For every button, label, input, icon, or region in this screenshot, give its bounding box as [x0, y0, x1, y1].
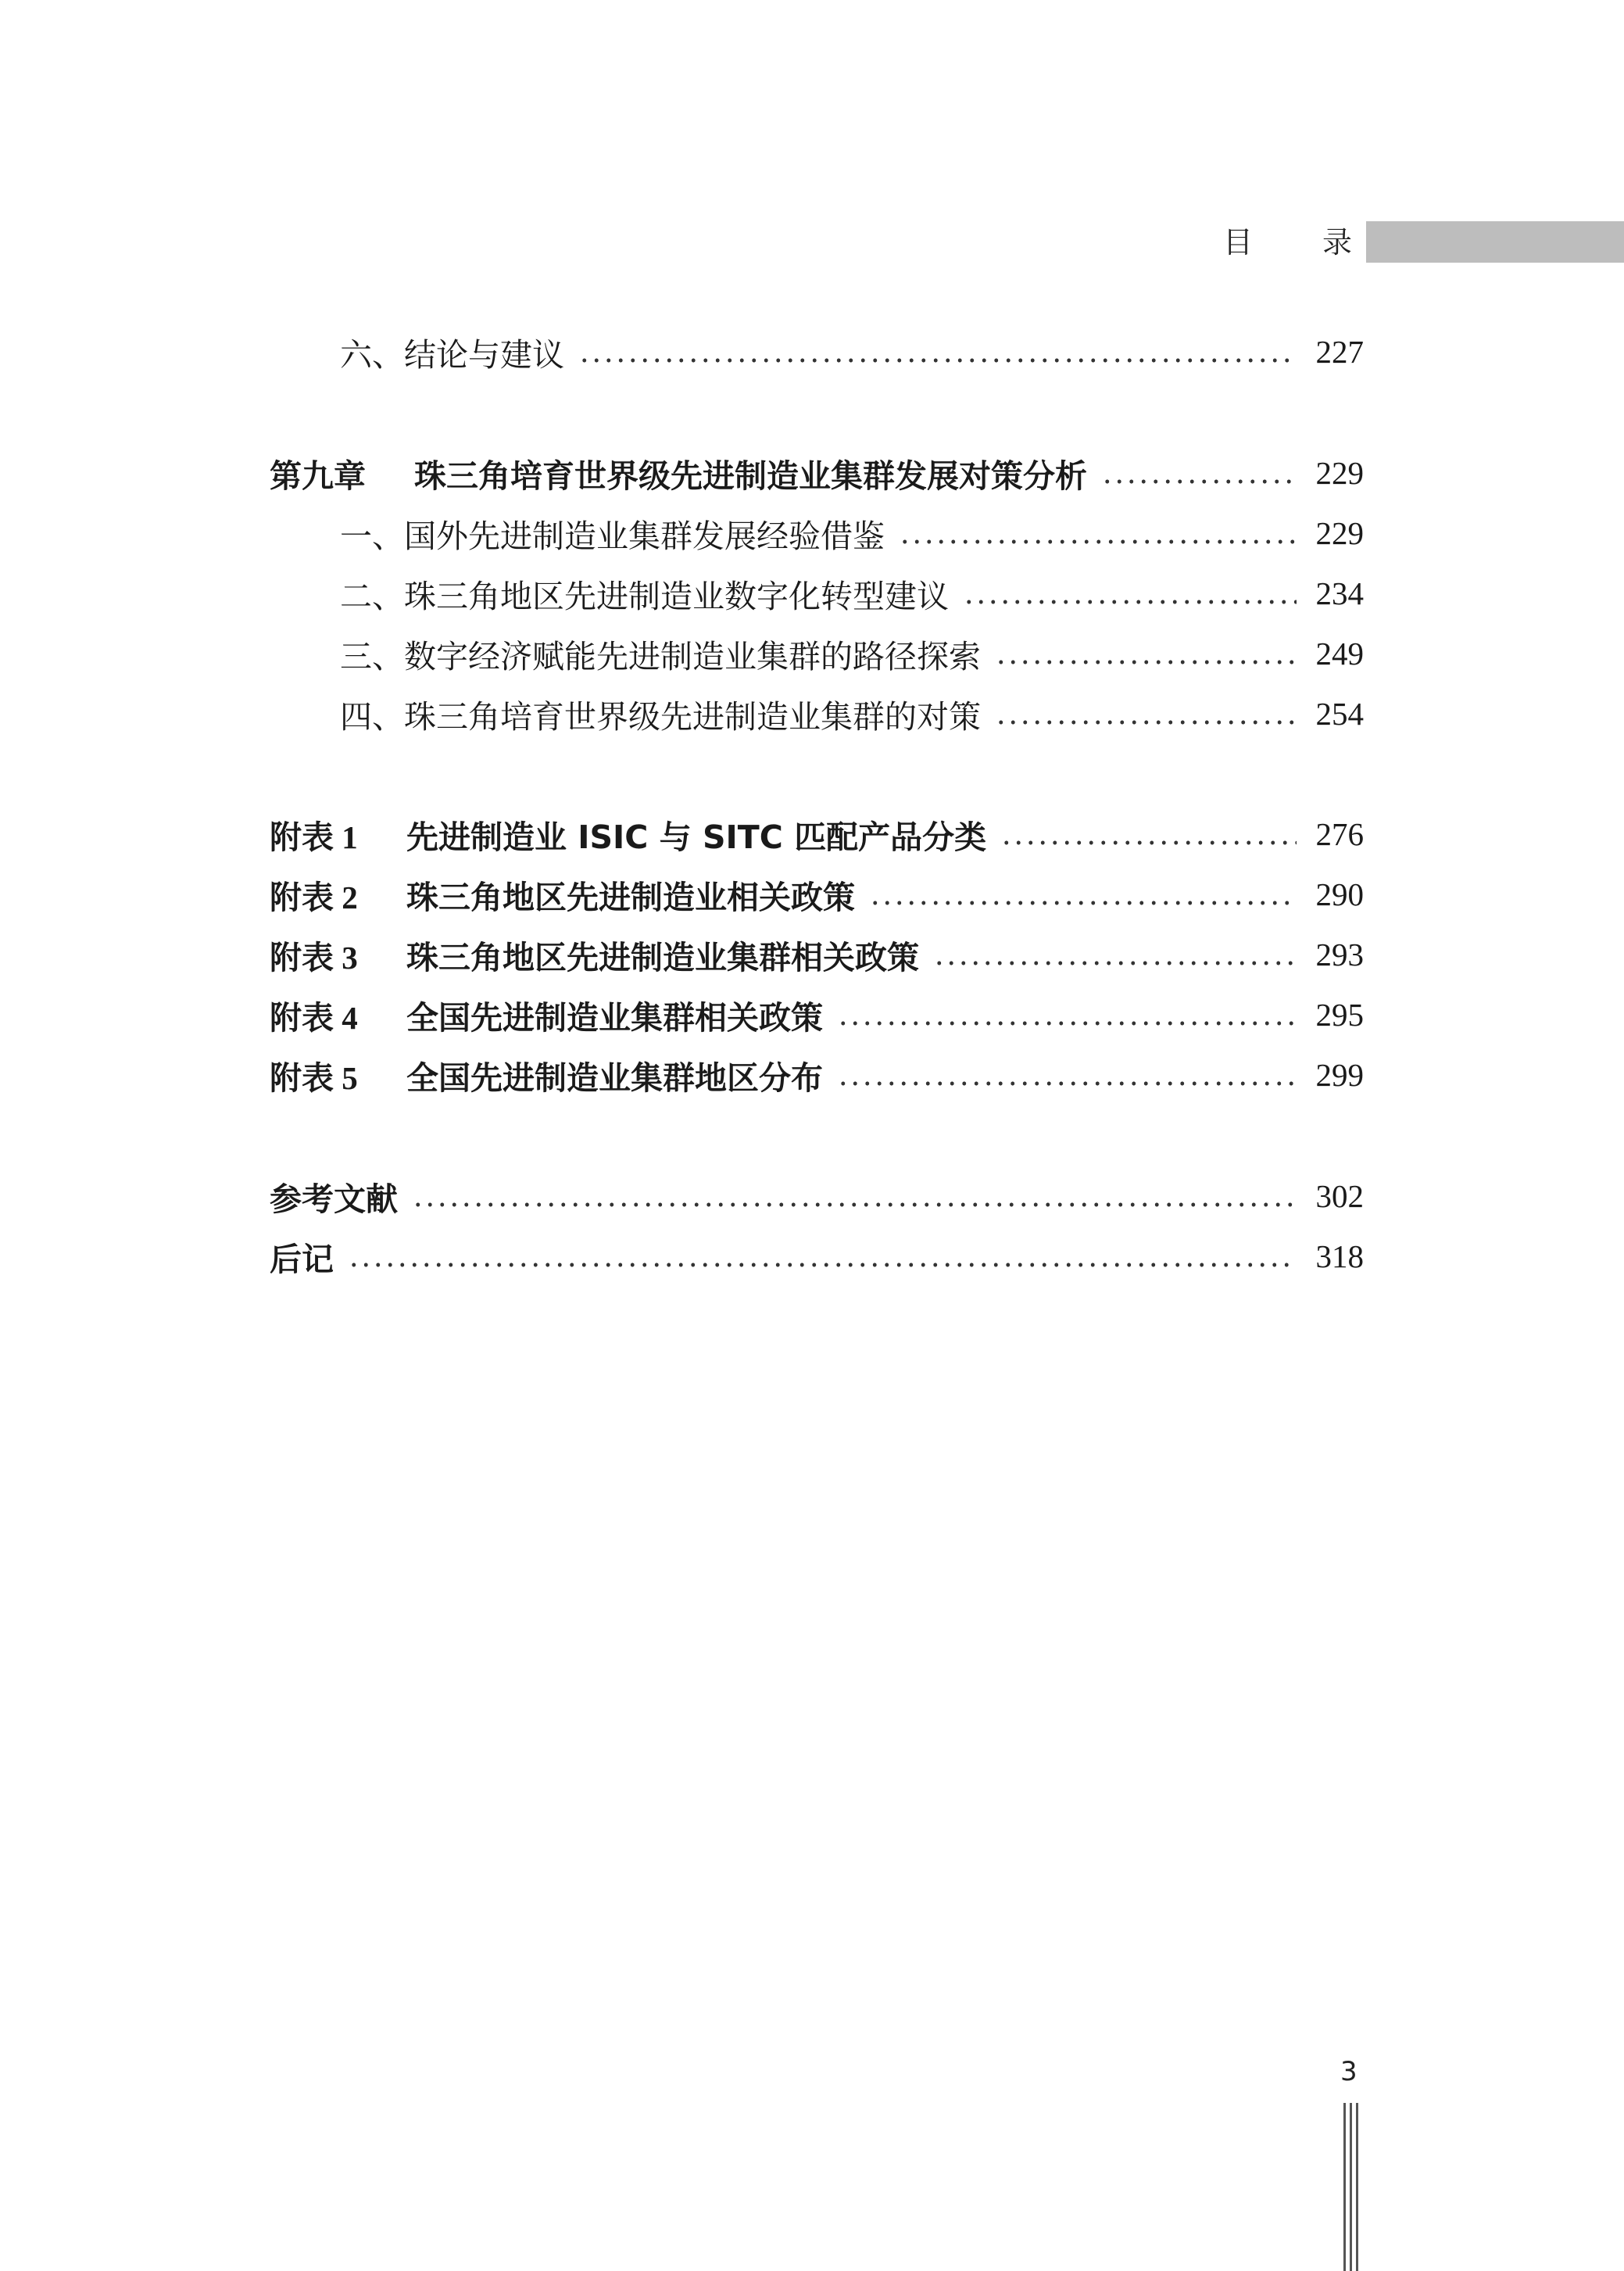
margin-rule-1 [1343, 2103, 1346, 2271]
toc-entry-sub[interactable] [270, 630, 1364, 677]
toc-entry-back[interactable] [270, 1233, 1364, 1280]
header-char-left: 目 [1223, 225, 1254, 260]
toc-entry-label: 参考文献 [270, 1180, 398, 1218]
toc-entry-page: 318 [1315, 1238, 1364, 1274]
running-header-title [1223, 219, 1352, 266]
dot-leader [837, 1080, 1297, 1087]
header-gray-bar [1366, 221, 1624, 263]
toc-entry-number: 附表 5 [270, 1059, 358, 1096]
toc-entry-appendix[interactable] [270, 1051, 1364, 1098]
toc-entry-label: 六、结论与建议 [340, 335, 564, 374]
toc-entry-appendix[interactable] [270, 811, 1364, 858]
toc-entry-label: 四、珠三角培育世界级先进制造业集群的对策 [340, 697, 981, 736]
toc-entry-title: 珠三角地区先进制造业相关政策 [406, 878, 855, 916]
toc-entry-page: 302 [1315, 1178, 1364, 1214]
toc-entry-label: 三、数字经济赋能先进制造业集群的路径探索 [340, 637, 981, 675]
dot-leader [412, 1201, 1297, 1209]
toc-entry-title: 全国先进制造业集群地区分布 [406, 1058, 823, 1097]
toc-entry-page: 249 [1315, 636, 1364, 672]
toc-entry-label [270, 932, 919, 978]
toc-entry-page: 299 [1315, 1057, 1364, 1093]
toc-entry-page: 234 [1315, 575, 1364, 611]
toc-entry-title: 先进制造业 ISIC 与 SITC 匹配产品分类 [406, 818, 987, 856]
dot-leader [578, 356, 1297, 364]
toc-entry-label [270, 811, 986, 858]
toc-entry-label [270, 1052, 823, 1098]
toc-entry-appendix[interactable] [270, 991, 1364, 1038]
toc-entry-number: 附表 4 [270, 999, 358, 1036]
margin-rule-2 [1350, 2103, 1352, 2271]
toc-entry-chapter[interactable] [270, 450, 1364, 496]
dot-leader [963, 598, 1297, 606]
toc-entry-back[interactable] [270, 1173, 1364, 1220]
toc-entry-page: 295 [1315, 997, 1364, 1033]
dot-leader [1101, 478, 1297, 485]
toc-entry-sub[interactable] [270, 328, 1364, 375]
toc-entry-label: 二、珠三角地区先进制造业数字化转型建议 [340, 577, 949, 615]
toc-entry-page: 229 [1315, 455, 1364, 491]
margin-rule-3 [1356, 2103, 1358, 2271]
toc-entry-label [270, 872, 855, 918]
toc-entry-label [270, 450, 1087, 496]
dot-leader [837, 1019, 1297, 1027]
toc-entry-sub[interactable] [270, 570, 1364, 617]
toc-entry-number: 第九章 [270, 457, 366, 495]
toc-entry-sub[interactable] [270, 690, 1364, 737]
toc-entry-page: 290 [1315, 876, 1364, 912]
toc-entry-title: 全国先进制造业集群相关政策 [406, 998, 823, 1037]
toc-entry-sub[interactable] [270, 510, 1364, 557]
dot-leader [1000, 839, 1297, 847]
toc-entry-number: 附表 2 [270, 879, 358, 915]
dot-leader [995, 658, 1297, 666]
toc-entry-page: 293 [1315, 937, 1364, 973]
toc-entry-title: 珠三角培育世界级先进制造业集群发展对策分析 [414, 457, 1087, 495]
dot-leader [348, 1261, 1297, 1269]
dot-leader [933, 959, 1297, 967]
dot-leader [899, 538, 1297, 546]
toc-entry-page: 229 [1315, 515, 1364, 551]
toc-entry-appendix[interactable] [270, 871, 1364, 918]
toc-entry-title: 珠三角地区先进制造业集群相关政策 [406, 938, 919, 976]
page-number: 3 [1340, 2056, 1358, 2087]
toc-entry-page: 254 [1315, 696, 1364, 732]
toc-entry-page: 276 [1315, 816, 1364, 852]
toc-entry-number: 附表 3 [270, 939, 358, 976]
toc-entry-label [270, 992, 823, 1038]
toc-entry-number: 附表 1 [270, 818, 358, 855]
dot-leader [869, 899, 1297, 907]
toc-entry-label: 后记 [270, 1240, 334, 1278]
toc-entry-label: 一、国外先进制造业集群发展经验借鉴 [340, 517, 885, 555]
toc-entry-appendix[interactable] [270, 931, 1364, 978]
toc-entry-page: 227 [1315, 334, 1364, 370]
dot-leader [995, 718, 1297, 726]
header-char-right: 录 [1322, 225, 1352, 260]
